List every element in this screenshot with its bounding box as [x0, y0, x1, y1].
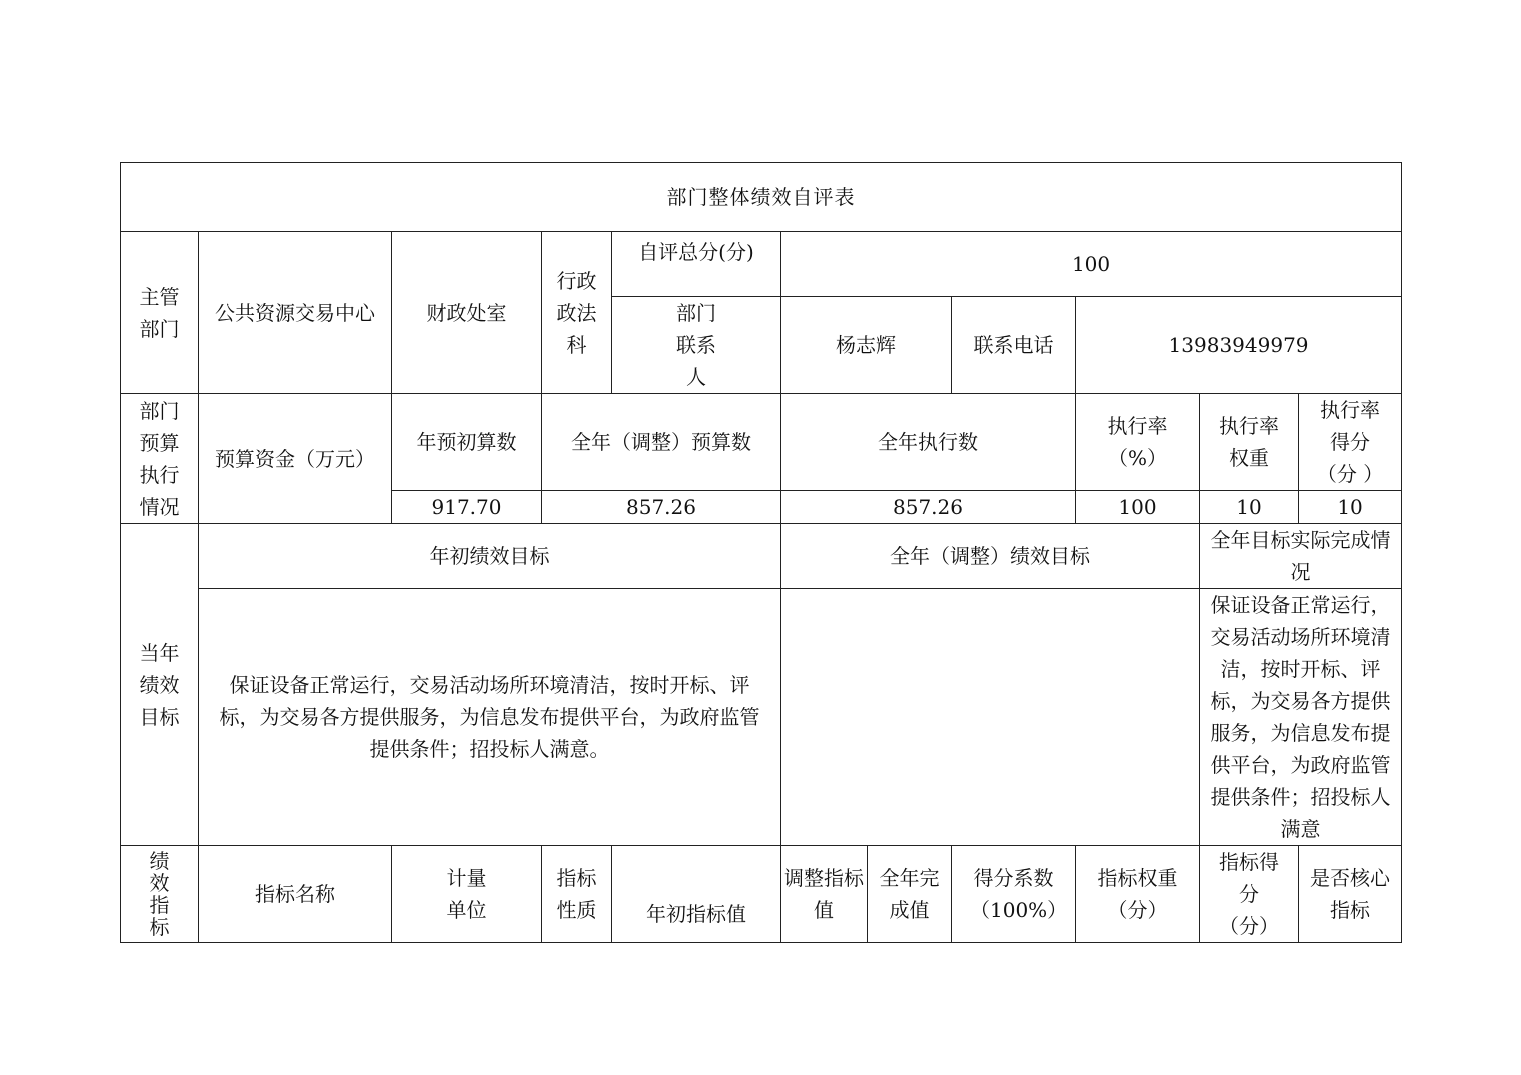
goals-col-adjusted: 全年（调整）绩效目标 [781, 524, 1200, 589]
goals-actual-text: 保证设备正常运行，交易活动场所环境清洁，按时开标、评标，为交易各方提供服务，为信息发布提供平台，为政府监管提供条件；招投标人满意 [1200, 589, 1402, 846]
page-title: 部门整体绩效自评表 [121, 163, 1402, 232]
ind-col-name: 指标名称 [199, 846, 392, 943]
dept-label: 主管部门 [121, 232, 199, 394]
phone-label: 联系电话 [952, 297, 1076, 394]
goals-col-initial: 年初绩效目标 [199, 524, 781, 589]
ind-col-coef: 得分系数（100%） [952, 846, 1076, 943]
budget-val-weight: 10 [1200, 491, 1299, 524]
section-value: 行政政法科 [542, 232, 612, 394]
budget-val-rate: 100 [1076, 491, 1200, 524]
budget-val-adjusted: 857.26 [542, 491, 781, 524]
ind-col-score: 指标得分（分） [1200, 846, 1299, 943]
budget-val-score: 10 [1299, 491, 1402, 524]
office-label: 财政处室 [392, 232, 542, 394]
indicators-section-label: 绩效指标 [121, 846, 199, 943]
contact-label: 部门联系人 [612, 297, 781, 394]
goals-col-actual: 全年目标实际完成情况 [1200, 524, 1402, 589]
budget-col-score: 执行率得分（分 ） [1299, 394, 1402, 491]
ind-col-core: 是否核心指标 [1299, 846, 1402, 943]
contact-name: 杨志辉 [781, 297, 952, 394]
ind-col-nature: 指标性质 [542, 846, 612, 943]
ind-col-completed: 全年完成值 [868, 846, 952, 943]
goals-adjusted-text [781, 589, 1200, 846]
ind-col-weight: 指标权重（分） [1076, 846, 1200, 943]
budget-val-initial: 917.70 [392, 491, 542, 524]
goals-section-label: 当年绩效目标 [121, 524, 199, 846]
ind-col-initial: 年初指标值 [612, 846, 781, 943]
goals-initial-text: 保证设备正常运行，交易活动场所环境清洁，按时开标、评标，为交易各方提供服务，为信息发布提供平台，为政府监管提供条件；招投标人满意。 [199, 589, 781, 846]
budget-col-adjusted: 全年（调整）预算数 [542, 394, 781, 491]
budget-col-rate: 执行率（%） [1076, 394, 1200, 491]
budget-col-initial: 年预初算数 [392, 394, 542, 491]
ind-col-unit: 计量单位 [392, 846, 542, 943]
phone-value: 13983949979 [1076, 297, 1402, 394]
budget-section-label: 部门预算执行情况 [121, 394, 199, 524]
ind-col-adjusted: 调整指标值 [781, 846, 868, 943]
score-label: 自评总分(分) [612, 232, 781, 297]
budget-val-executed: 857.26 [781, 491, 1076, 524]
budget-col-executed: 全年执行数 [781, 394, 1076, 491]
budget-funds-label: 预算资金（万元） [199, 394, 392, 524]
performance-form-table [120, 162, 1402, 943]
dept-value: 公共资源交易中心 [199, 232, 392, 394]
budget-col-weight: 执行率权重 [1200, 394, 1299, 491]
score-value: 100 [781, 232, 1402, 297]
